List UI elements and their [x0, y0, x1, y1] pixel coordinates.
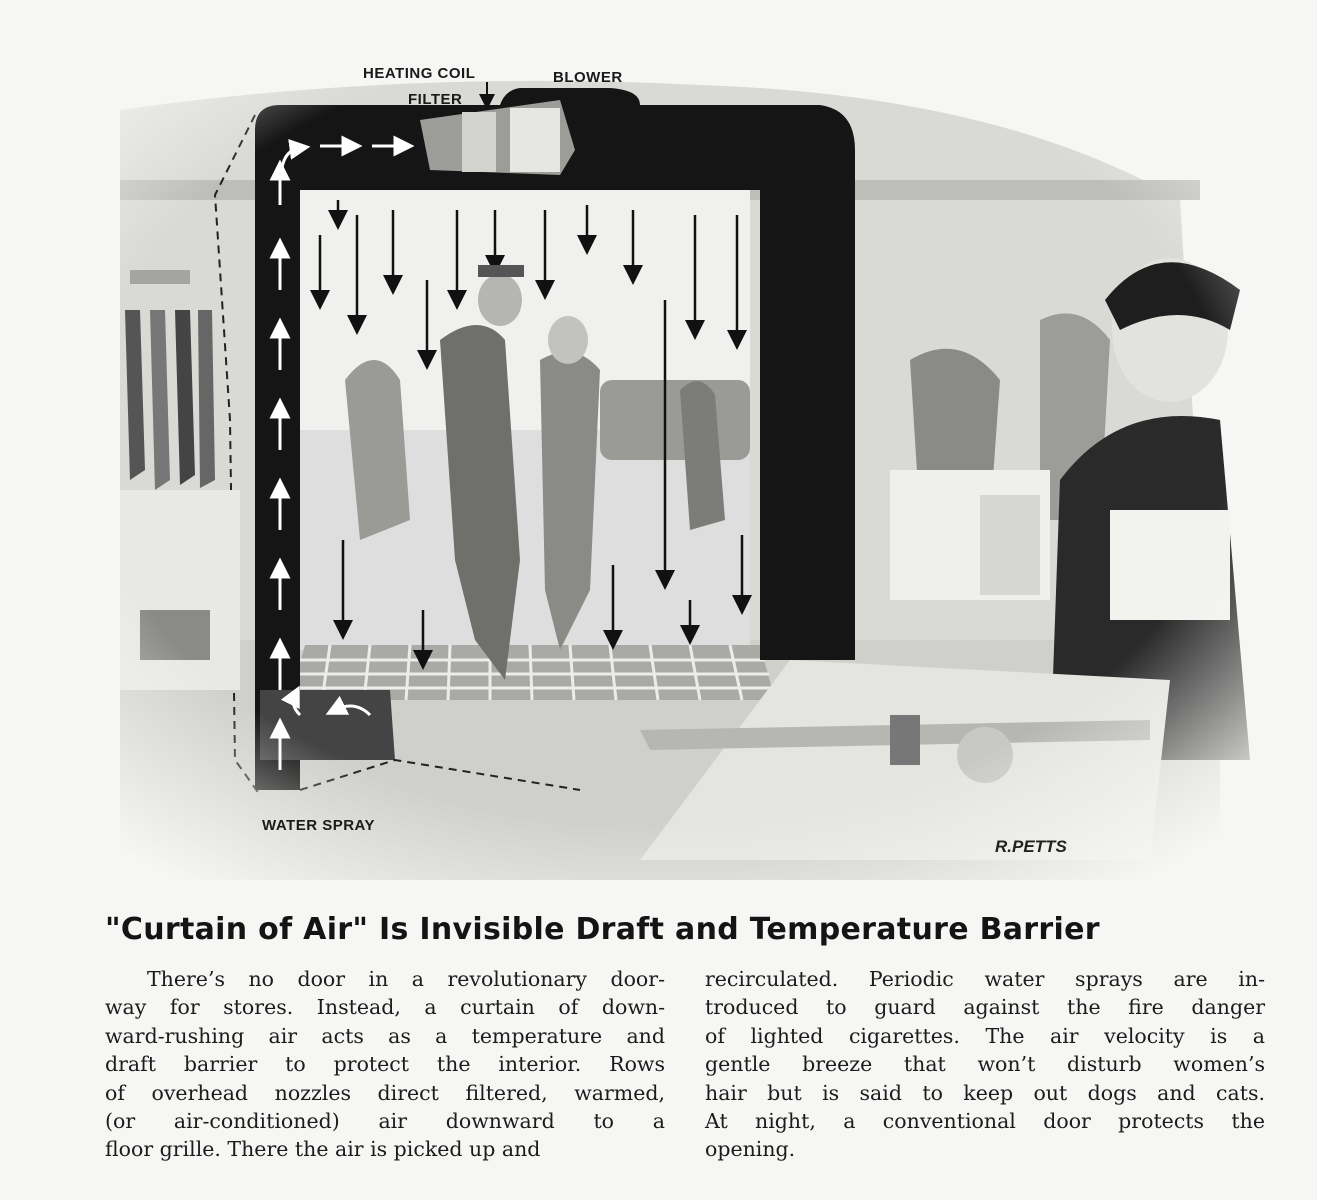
article-text-line: gentle breeze that won’t disturb women’s	[705, 1052, 1265, 1077]
article-text-line: of overhead nozzles direct filtered, warmed,	[105, 1080, 665, 1105]
article-text-line: troduced to guard against the fire danger	[705, 995, 1265, 1020]
article-text-line: ward-rushing air acts as a temperature and	[105, 1023, 665, 1048]
article-text-line: of lighted cigarettes. The air velocity is a	[705, 1023, 1265, 1048]
article-text-line: hair but is said to keep out dogs and cats.	[705, 1080, 1265, 1105]
label-blower: BLOWER	[553, 69, 623, 86]
article-headline: "Curtain of Air" Is Invisible Draft and Temperature Barrier	[105, 912, 1100, 947]
article-text-line: At night, a conventional door protects the	[705, 1109, 1265, 1134]
article-text-line: recirculated. Periodic water sprays are in-	[705, 967, 1265, 991]
article-text-line: (or air-conditioned) air downward to a	[105, 1109, 665, 1134]
label-heating-coil: HEATING COIL	[363, 65, 476, 82]
label-water-spray: WATER SPRAY	[262, 817, 376, 834]
article-body-right-column	[705, 965, 1265, 1164]
article-body-left-column	[105, 965, 665, 1164]
artist-signature: R.PETTS	[995, 837, 1067, 856]
article-text-line: floor grille. There the air is picked up and	[105, 1137, 541, 1162]
article-text-line: way for stores. Instead, a curtain of down-	[105, 995, 665, 1020]
label-filter: FILTER	[408, 91, 463, 108]
article-text-line: opening.	[705, 1137, 796, 1162]
article-text-line: There’s no door in a revolutionary door-	[147, 967, 665, 991]
article-text-line: draft barrier to protect the interior. Rows	[105, 1052, 665, 1077]
